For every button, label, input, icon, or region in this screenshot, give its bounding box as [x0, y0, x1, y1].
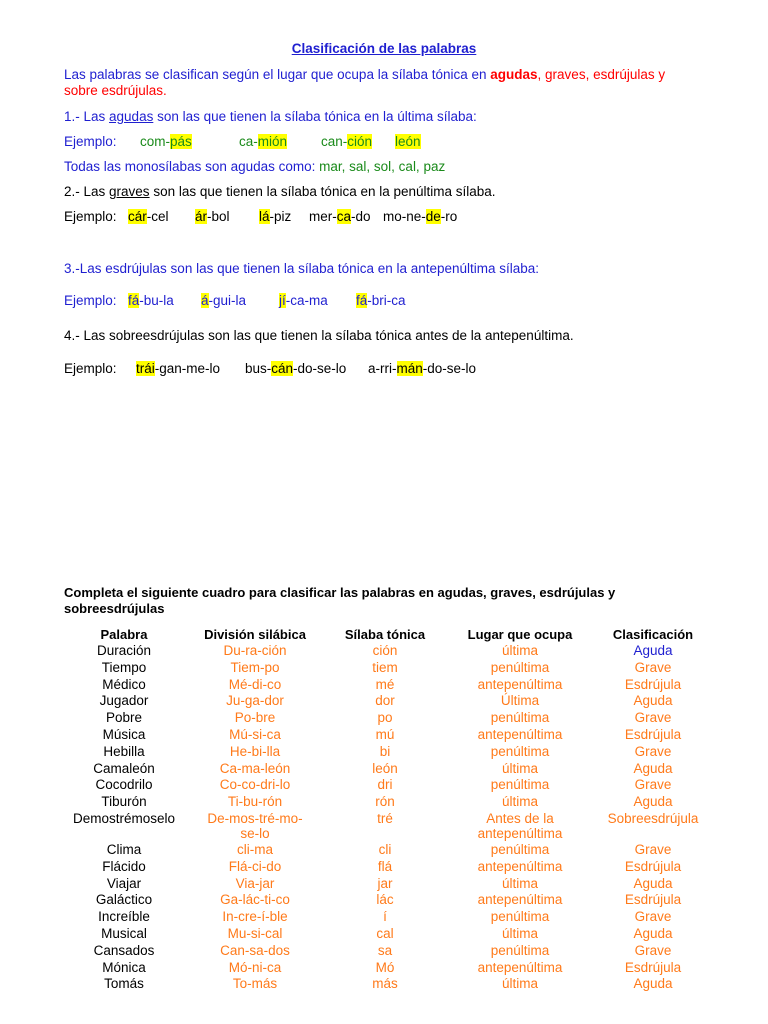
cell-clasificacion: Esdrújula: [624, 858, 682, 874]
cell-palabra: Tiburón: [101, 794, 147, 810]
cell-palabra: Increíble: [98, 909, 150, 925]
table-row: [58, 727, 716, 744]
agudas-definition: [64, 109, 477, 124]
cell-division: Mú-si-ca: [229, 726, 281, 742]
cell-silaba: í: [383, 909, 387, 925]
page-title: Clasificación de las palabras: [291, 41, 477, 56]
cell-silaba: bi: [379, 743, 391, 759]
header-palabra: Palabra: [100, 627, 148, 642]
cell-clasificacion: Esdrújula: [624, 959, 682, 975]
cell-silaba: po: [377, 710, 393, 726]
cell-lugar: penúltima: [490, 942, 550, 958]
cell-division: Flá-ci-do: [228, 858, 282, 874]
table-row: [58, 976, 716, 993]
cell-palabra: Médico: [102, 676, 146, 692]
cell-division: Du-ra-ción: [223, 643, 287, 658]
cell-silaba: jar: [377, 875, 393, 891]
cell-clasificacion: Aguda: [633, 643, 673, 658]
intro-pre: Las palabras se clasifican según el lugar que ocupa la sílaba tónica en: [64, 67, 491, 82]
cell-clasificacion: Esdrújula: [624, 726, 682, 742]
graves-example: cár-cel: [128, 209, 169, 224]
cell-lugar: antepenúltima: [477, 858, 563, 874]
intro-post1: , graves, esdrújulas y: [537, 67, 666, 82]
table-row: [58, 710, 716, 727]
cell-silaba: mú: [375, 726, 395, 742]
cell-clasificacion: Grave: [634, 841, 672, 857]
cell-clasificacion: Grave: [634, 942, 672, 958]
cell-division: Co-co-dri-lo: [219, 777, 291, 793]
esdrujulas-example: á-gui-la: [201, 293, 247, 308]
graves-example: mo-ne-de-ro: [383, 209, 458, 224]
cell-division: De-mos-tré-mo- se-lo: [207, 810, 303, 842]
cell-division: In-cre-í-ble: [222, 909, 288, 925]
cell-lugar: última: [501, 925, 538, 941]
cell-clasificacion: Esdrújula: [624, 676, 682, 692]
monosilabas-line: Todas las monosílabas son agudas como: mar, sal, sol, cal, paz: [64, 159, 446, 174]
cell-lugar: última: [501, 976, 538, 992]
cell-palabra: Demostrémoselo: [72, 810, 176, 826]
cell-division: Ca-ma-león: [219, 760, 291, 776]
sobreesdrujulas-definition: 4.- Las sobreesdrújulas son las que tienen la sílaba tónica antes de la antepenúltima.: [64, 328, 574, 343]
cell-silaba: dri: [377, 777, 393, 793]
cell-silaba: sa: [377, 942, 393, 958]
cell-palabra: Viajar: [106, 875, 142, 891]
cell-silaba: más: [372, 976, 398, 992]
cell-silaba: cli: [378, 841, 392, 857]
cell-silaba: tré: [377, 810, 393, 826]
cell-silaba: león: [372, 760, 398, 776]
cell-division: Ti-bu-rón: [227, 794, 283, 810]
cell-clasificacion: Aguda: [633, 693, 673, 709]
cell-lugar: penúltima: [490, 841, 550, 857]
cell-lugar: antepenúltima: [477, 676, 563, 692]
cell-lugar: antepenúltima: [477, 959, 563, 975]
agudas-example: ca-mión: [239, 134, 288, 149]
graves-definition: 2.- Las graves son las que tienen la sílaba tónica en la penúltima sílaba.: [64, 184, 496, 199]
cell-lugar: última: [501, 794, 538, 810]
table-row: [58, 761, 716, 778]
cell-division: Mó-ni-ca: [228, 959, 282, 975]
cell-silaba: dor: [375, 693, 395, 709]
header-clasificacion: Clasificación: [612, 627, 694, 642]
graves-example: lá-piz: [259, 209, 292, 224]
cell-clasificacion: Esdrújula: [624, 892, 682, 908]
esdrujulas-example: jí-ca-ma: [279, 293, 328, 308]
cell-division: cli-ma: [237, 841, 273, 857]
cell-division: Ga-lác-ti-co: [220, 892, 290, 908]
cell-silaba: lác: [376, 892, 394, 908]
intro-bold: agudas: [490, 67, 538, 82]
cell-division: Ju-ga-dor: [226, 693, 284, 709]
table-row: [58, 892, 716, 909]
cell-lugar: Última: [500, 693, 540, 709]
cell-palabra: Jugador: [99, 693, 149, 709]
esdrujulas-example: fá-bri-ca: [356, 293, 406, 308]
cell-palabra: Cocodrilo: [95, 777, 153, 793]
table-row: [58, 859, 716, 876]
sobreesdrujulas-example-label: Ejemplo:: [64, 361, 117, 376]
table-row: [58, 926, 716, 943]
table-row: [58, 693, 716, 710]
cell-lugar: última: [501, 760, 538, 776]
agudas-example: com-pás: [140, 134, 192, 149]
cell-palabra: Mónica: [102, 959, 146, 975]
esdrujulas-example: fá-bu-la: [128, 293, 174, 308]
header-silaba: Sílaba tónica: [344, 627, 426, 642]
table-row: [58, 909, 716, 926]
agudas-example: can-ción: [321, 134, 373, 149]
esdrujulas-example-label: Ejemplo:: [64, 293, 117, 308]
cell-lugar: penúltima: [490, 909, 550, 925]
cell-silaba: Mó: [375, 959, 395, 975]
sobreesdrujulas-examples: [64, 361, 477, 376]
agudas-example: león: [395, 134, 421, 149]
cell-clasificacion: Aguda: [633, 976, 673, 992]
cell-palabra: Galáctico: [95, 892, 153, 908]
cell-palabra: Hebilla: [103, 743, 145, 759]
cell-division: Via-jar: [235, 875, 275, 891]
cell-lugar: antepenúltima: [477, 892, 563, 908]
graves-examples: [64, 209, 458, 224]
cell-division: To-más: [232, 976, 278, 992]
sobreesdrujulas-example: trái-gan-me-lo: [136, 361, 221, 376]
table-row: [58, 777, 716, 794]
cell-clasificacion: Aguda: [633, 875, 673, 891]
cell-clasificacion: Grave: [634, 659, 672, 675]
intro-line-2: sobre esdrújulas.: [64, 83, 167, 98]
cell-division: Tiem-po: [230, 659, 280, 675]
cell-palabra: Flácido: [102, 858, 146, 874]
cell-clasificacion: Grave: [634, 909, 672, 925]
cell-palabra: Camaleón: [93, 760, 155, 776]
cell-silaba: cal: [376, 925, 394, 941]
cell-clasificacion: Grave: [634, 743, 672, 759]
table-row: [58, 643, 716, 660]
graves-example: ár-bol: [195, 209, 230, 224]
cell-palabra: Cansados: [93, 942, 155, 958]
cell-palabra: Clima: [106, 841, 142, 857]
table-row: [58, 960, 716, 977]
table-row: [58, 794, 716, 811]
graves-example: mer-ca-do: [309, 209, 371, 224]
agudas-example-label: Ejemplo:: [64, 134, 117, 149]
cell-division: He-bi-lla: [229, 743, 281, 759]
cell-clasificacion: Aguda: [633, 925, 673, 941]
agudas-word: agudas: [109, 109, 154, 124]
table-row: [58, 677, 716, 694]
table-row: [58, 811, 716, 842]
esdrujulas-definition: 3.-Las esdrújulas son las que tienen la sílaba tónica en la antepenúltima sílaba:: [64, 261, 540, 276]
header-lugar: Lugar que ocupa: [467, 627, 573, 642]
cell-clasificacion: Sobreesdrújula: [607, 810, 699, 826]
cell-lugar: penúltima: [490, 743, 550, 759]
cell-division: Po-bre: [234, 710, 276, 726]
cell-clasificacion: Aguda: [633, 794, 673, 810]
cell-palabra: Musical: [101, 925, 147, 941]
cell-clasificacion: Aguda: [633, 760, 673, 776]
table-row: [58, 660, 716, 677]
agudas-pre: 1.- Las: [64, 109, 110, 124]
sobreesdrujulas-example: bus-cán-do-se-lo: [245, 361, 347, 376]
cell-palabra: Tiempo: [101, 659, 147, 675]
intro-line-1: [64, 67, 665, 82]
cell-lugar: penúltima: [490, 777, 550, 793]
cell-lugar: última: [501, 643, 538, 658]
cell-silaba: tiem: [372, 659, 398, 675]
table-row: [58, 876, 716, 893]
cell-division: Mé-di-co: [228, 676, 282, 692]
cell-palabra: Tomás: [104, 976, 144, 992]
cell-lugar: última: [501, 875, 538, 891]
table-instructions: Completa el siguiente cuadro para clasificar las palabras en agudas, graves, esdrújulas y sobreesdrújulas: [64, 585, 616, 616]
classification-table: [58, 626, 716, 993]
header-division: División silábica: [204, 627, 306, 642]
table-header-row: [58, 626, 716, 643]
cell-silaba: ción: [372, 643, 398, 658]
table-row: [58, 943, 716, 960]
agudas-post: son las que tienen la sílaba tónica en la última sílaba:: [153, 109, 477, 124]
agudas-examples: [64, 134, 421, 149]
cell-palabra: Música: [102, 726, 146, 742]
cell-lugar: penúltima: [490, 710, 550, 726]
graves-example-label: Ejemplo:: [64, 209, 117, 224]
cell-lugar: penúltima: [490, 659, 550, 675]
cell-division: Can-sa-dos: [220, 942, 290, 958]
cell-lugar: Antes de la antepenúltima: [477, 810, 563, 842]
table-row: [58, 744, 716, 761]
cell-clasificacion: Grave: [634, 777, 672, 793]
sobreesdrujulas-example: a-rri-mán-do-se-lo: [368, 361, 477, 376]
cell-clasificacion: Grave: [634, 710, 672, 726]
cell-lugar: antepenúltima: [477, 726, 563, 742]
cell-silaba: mé: [375, 676, 395, 692]
cell-silaba: rón: [375, 794, 395, 810]
cell-palabra: Duración: [96, 643, 152, 658]
cell-palabra: Pobre: [105, 710, 143, 726]
cell-division: Mu-si-cal: [227, 925, 283, 941]
table-row: [58, 842, 716, 859]
esdrujulas-examples: [64, 293, 406, 308]
cell-silaba: flá: [377, 858, 393, 874]
